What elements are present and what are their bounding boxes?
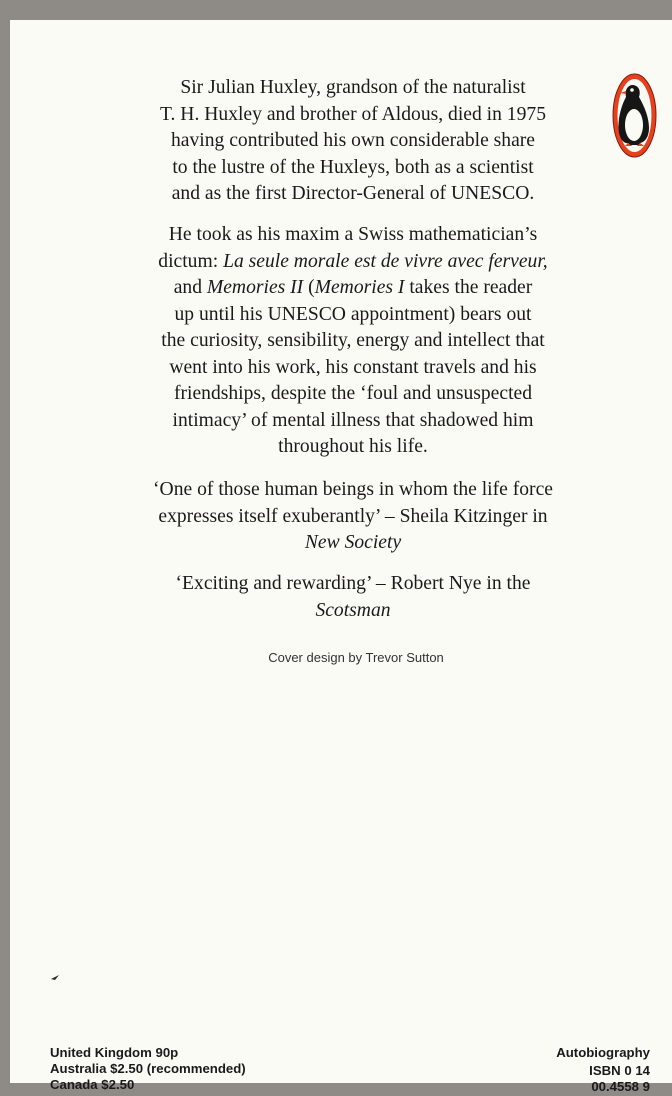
price-list [50,1045,246,1094]
blurb-text: takes the reader [409,277,533,298]
book-title: Memories I [314,277,405,298]
blurb-line: intimacy’ of mental illness that shadowed him [172,409,534,431]
back-cover [10,20,672,1095]
price-canada: Canada $2.50 [50,1077,135,1093]
price-uk: United Kingdom 90p [50,1045,179,1060]
quote-source: Scotsman [315,599,391,621]
blurb-line: having contributed his own considerable share [170,130,535,151]
quote-source: New Society [304,532,402,553]
isbn-line: 00.4558 9 [591,1079,650,1095]
quote-line: ‘One of those human beings in whom the life force [153,479,553,500]
blurb-line: the curiosity, sensibility, energy and intellect that [161,330,545,351]
blurb-line [113,249,593,276]
book-title: Memories II [206,277,304,298]
blurb-line: to the lustre of the Huxleys, both as a scientist [172,156,534,178]
blurb-line: and as the first Director-General of UNESCO. [171,183,535,204]
blurb-line: went into his work, his constant travels and his [169,356,537,378]
price-australia: Australia $2.50 (recommended) [50,1061,246,1077]
quote-line: ‘Exciting and rewarding’ – Robert Nye in the [175,573,531,594]
blurb-paragraph-1 [113,75,593,208]
blurb-text: and [173,277,202,298]
review-quote-2 [113,571,593,624]
blurb-line: friendships, despite the ‘foul and unsuspected [173,383,533,404]
isbn-line: ISBN 0 14 [589,1063,650,1079]
blurb-line: up until his UNESCO appointment) bears out [174,303,532,325]
ink-mark [46,973,60,983]
maxim-quote: La seule morale est de vivre avec ferveur, [223,250,548,272]
quote-line: expresses itself exuberantly’ – Sheila Kitzinger in [158,505,548,527]
category-label: Autobiography [556,1045,650,1060]
penguin-logo-icon [612,73,657,158]
blurb-paragraph-2 [113,222,593,461]
blurb-line: throughout his life. [278,436,428,457]
dictum-label: dictum: [158,250,219,272]
blurb-text: ( [308,277,315,298]
blurb-line: T. H. Huxley and brother of Aldous, died in 1975 [159,103,546,125]
blurb-line: He took as his maxim a Swiss mathematician’s [168,224,538,245]
blurb-line: Sir Julian Huxley, grandson of the naturalist [180,77,526,98]
blurb-line [113,275,593,302]
review-quote-1 [113,477,593,557]
cover-design-credit: Cover design by Trevor Sutton [268,650,444,665]
book-info [556,1045,650,1096]
